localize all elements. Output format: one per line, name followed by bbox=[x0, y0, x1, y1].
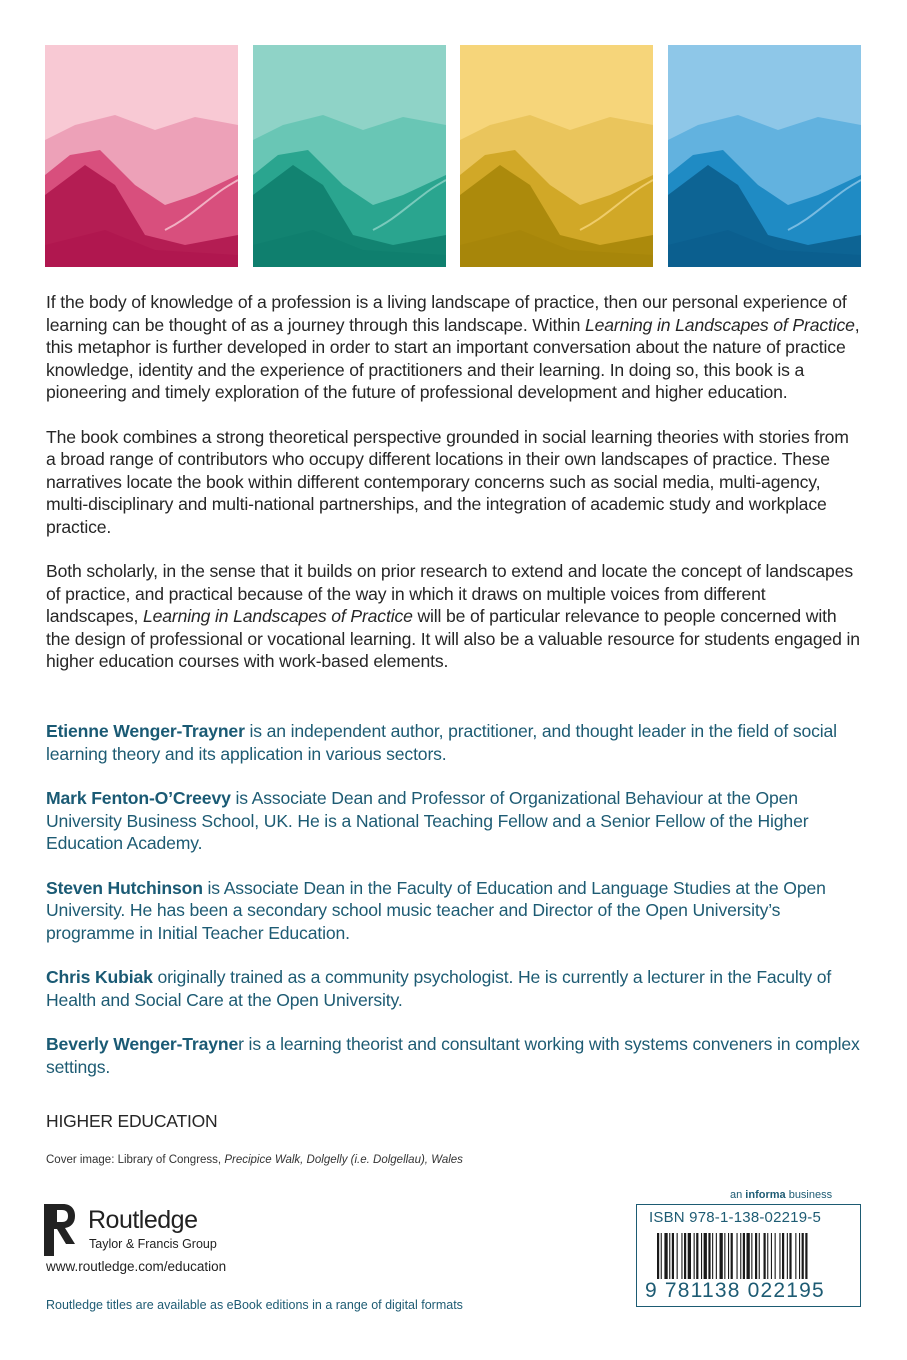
author-bio: Chris Kubiak originally trained as a community psychologist. He is currently a lecturer in the Faculty of Health and Social Care at the Open University. bbox=[46, 967, 832, 1010]
author-bio: Etienne Wenger-Trayner is an independent author, practitioner, and thought leader in the field of social learning theory and its application in various sectors. bbox=[46, 721, 837, 764]
barcode bbox=[645, 1233, 855, 1281]
publisher-url[interactable]: www.routledge.com/education bbox=[46, 1259, 227, 1274]
book-title-italic: Learning in Landscapes of Practice bbox=[585, 314, 855, 335]
author-name: Etienne Wenger-Trayner bbox=[46, 721, 245, 741]
author-name: Beverly Wenger-Traynе bbox=[46, 1034, 239, 1054]
author-name: Mark Fenton-O’Creevy bbox=[46, 788, 231, 808]
description-paragraph-1: If the body of knowledge of a profession is a living landscape of practice, then our personal experience of learning can be thought of as a journey through this landscape. Within Learning in Landscapes of Practice, this metaphor is further developed in order to start an important conversation about the nature of practice knowledge, identity and the experience of practitioners and their learning. In doing so, this book is a pioneering and timely exploration of the future of professional development and higher education. bbox=[46, 292, 860, 402]
author-name: Chris Kubiak bbox=[46, 967, 153, 987]
isbn-barcode-box bbox=[636, 1204, 861, 1307]
cover-panel-yellow bbox=[460, 45, 653, 267]
book-description bbox=[46, 291, 861, 695]
ebook-note: Routledge titles are available as eBook editions in a range of digital formats bbox=[46, 1298, 463, 1312]
author-bio: Beverly Wenger-Traynеr is a learning theorist and consultant working with systems conveners in complex settings. bbox=[46, 1034, 860, 1077]
subject-category: HIGHER EDUCATION bbox=[46, 1111, 218, 1131]
author-name: Steven Hutchinson bbox=[46, 877, 203, 898]
cover-panel-teal bbox=[253, 45, 446, 267]
barcode-digits: 9 781138 022195 bbox=[645, 1279, 825, 1302]
author-bio: Steven Hutchinson is Associate Dean in the Faculty of Education and Language Studies at the Open University. He has been a secondary school music teacher and Director of the Open University’s programme in Initial Teacher Education. bbox=[46, 877, 826, 943]
isbn-label: ISBN 978-1-138-02219-5 bbox=[649, 1209, 822, 1226]
book-title-italic: Learning in Landscapes of Practice bbox=[143, 606, 413, 626]
description-paragraph-3: Both scholarly, in the sense that it builds on prior research to extend and locate the concept of landscapes of practice, and practical because of the way in which it draws on multiple voices from different landscapes, Learning in Landscapes of Practice will be of particular relevance to people concerned with the design of professional or vocational learning. It will also be a valuable resource for students engaged in higher education courses with work-based elements. bbox=[46, 561, 860, 671]
cover-panel-blue bbox=[668, 45, 861, 267]
cover-image-credit: Cover image: Library of Congress, Precipice Walk, Dolgelly (i.e. Dolgellau), Wales bbox=[46, 1154, 463, 1166]
routledge-r-icon bbox=[44, 1204, 76, 1256]
author-bios bbox=[46, 720, 861, 1100]
cover-image-strip bbox=[45, 45, 861, 267]
publisher-name: Routledge bbox=[88, 1206, 198, 1234]
publisher-logo bbox=[44, 1204, 284, 1258]
description-paragraph-2: The book combines a strong theoretical perspective grounded in social learning theories with stories from a broad range of contributors who occupy different locations in their own landscapes of practice. These narratives locate the book within different contemporary concerns such as social media, multi-agency, multi-disciplinary and multi-national partnerships, and the integration of academic study and workplace practice. bbox=[46, 426, 849, 537]
publisher-group: Taylor & Francis Group bbox=[89, 1237, 217, 1251]
informa-business-tag: an informa business bbox=[730, 1189, 833, 1201]
author-bio: Mark Fenton-O’Creevy is Associate Dean and Professor of Organizational Behaviour at the Open University Business School, UK. He is a National Teaching Fellow and a Senior Fellow of the Higher Education Academy. bbox=[46, 788, 809, 853]
cover-panel-pink bbox=[45, 45, 238, 267]
